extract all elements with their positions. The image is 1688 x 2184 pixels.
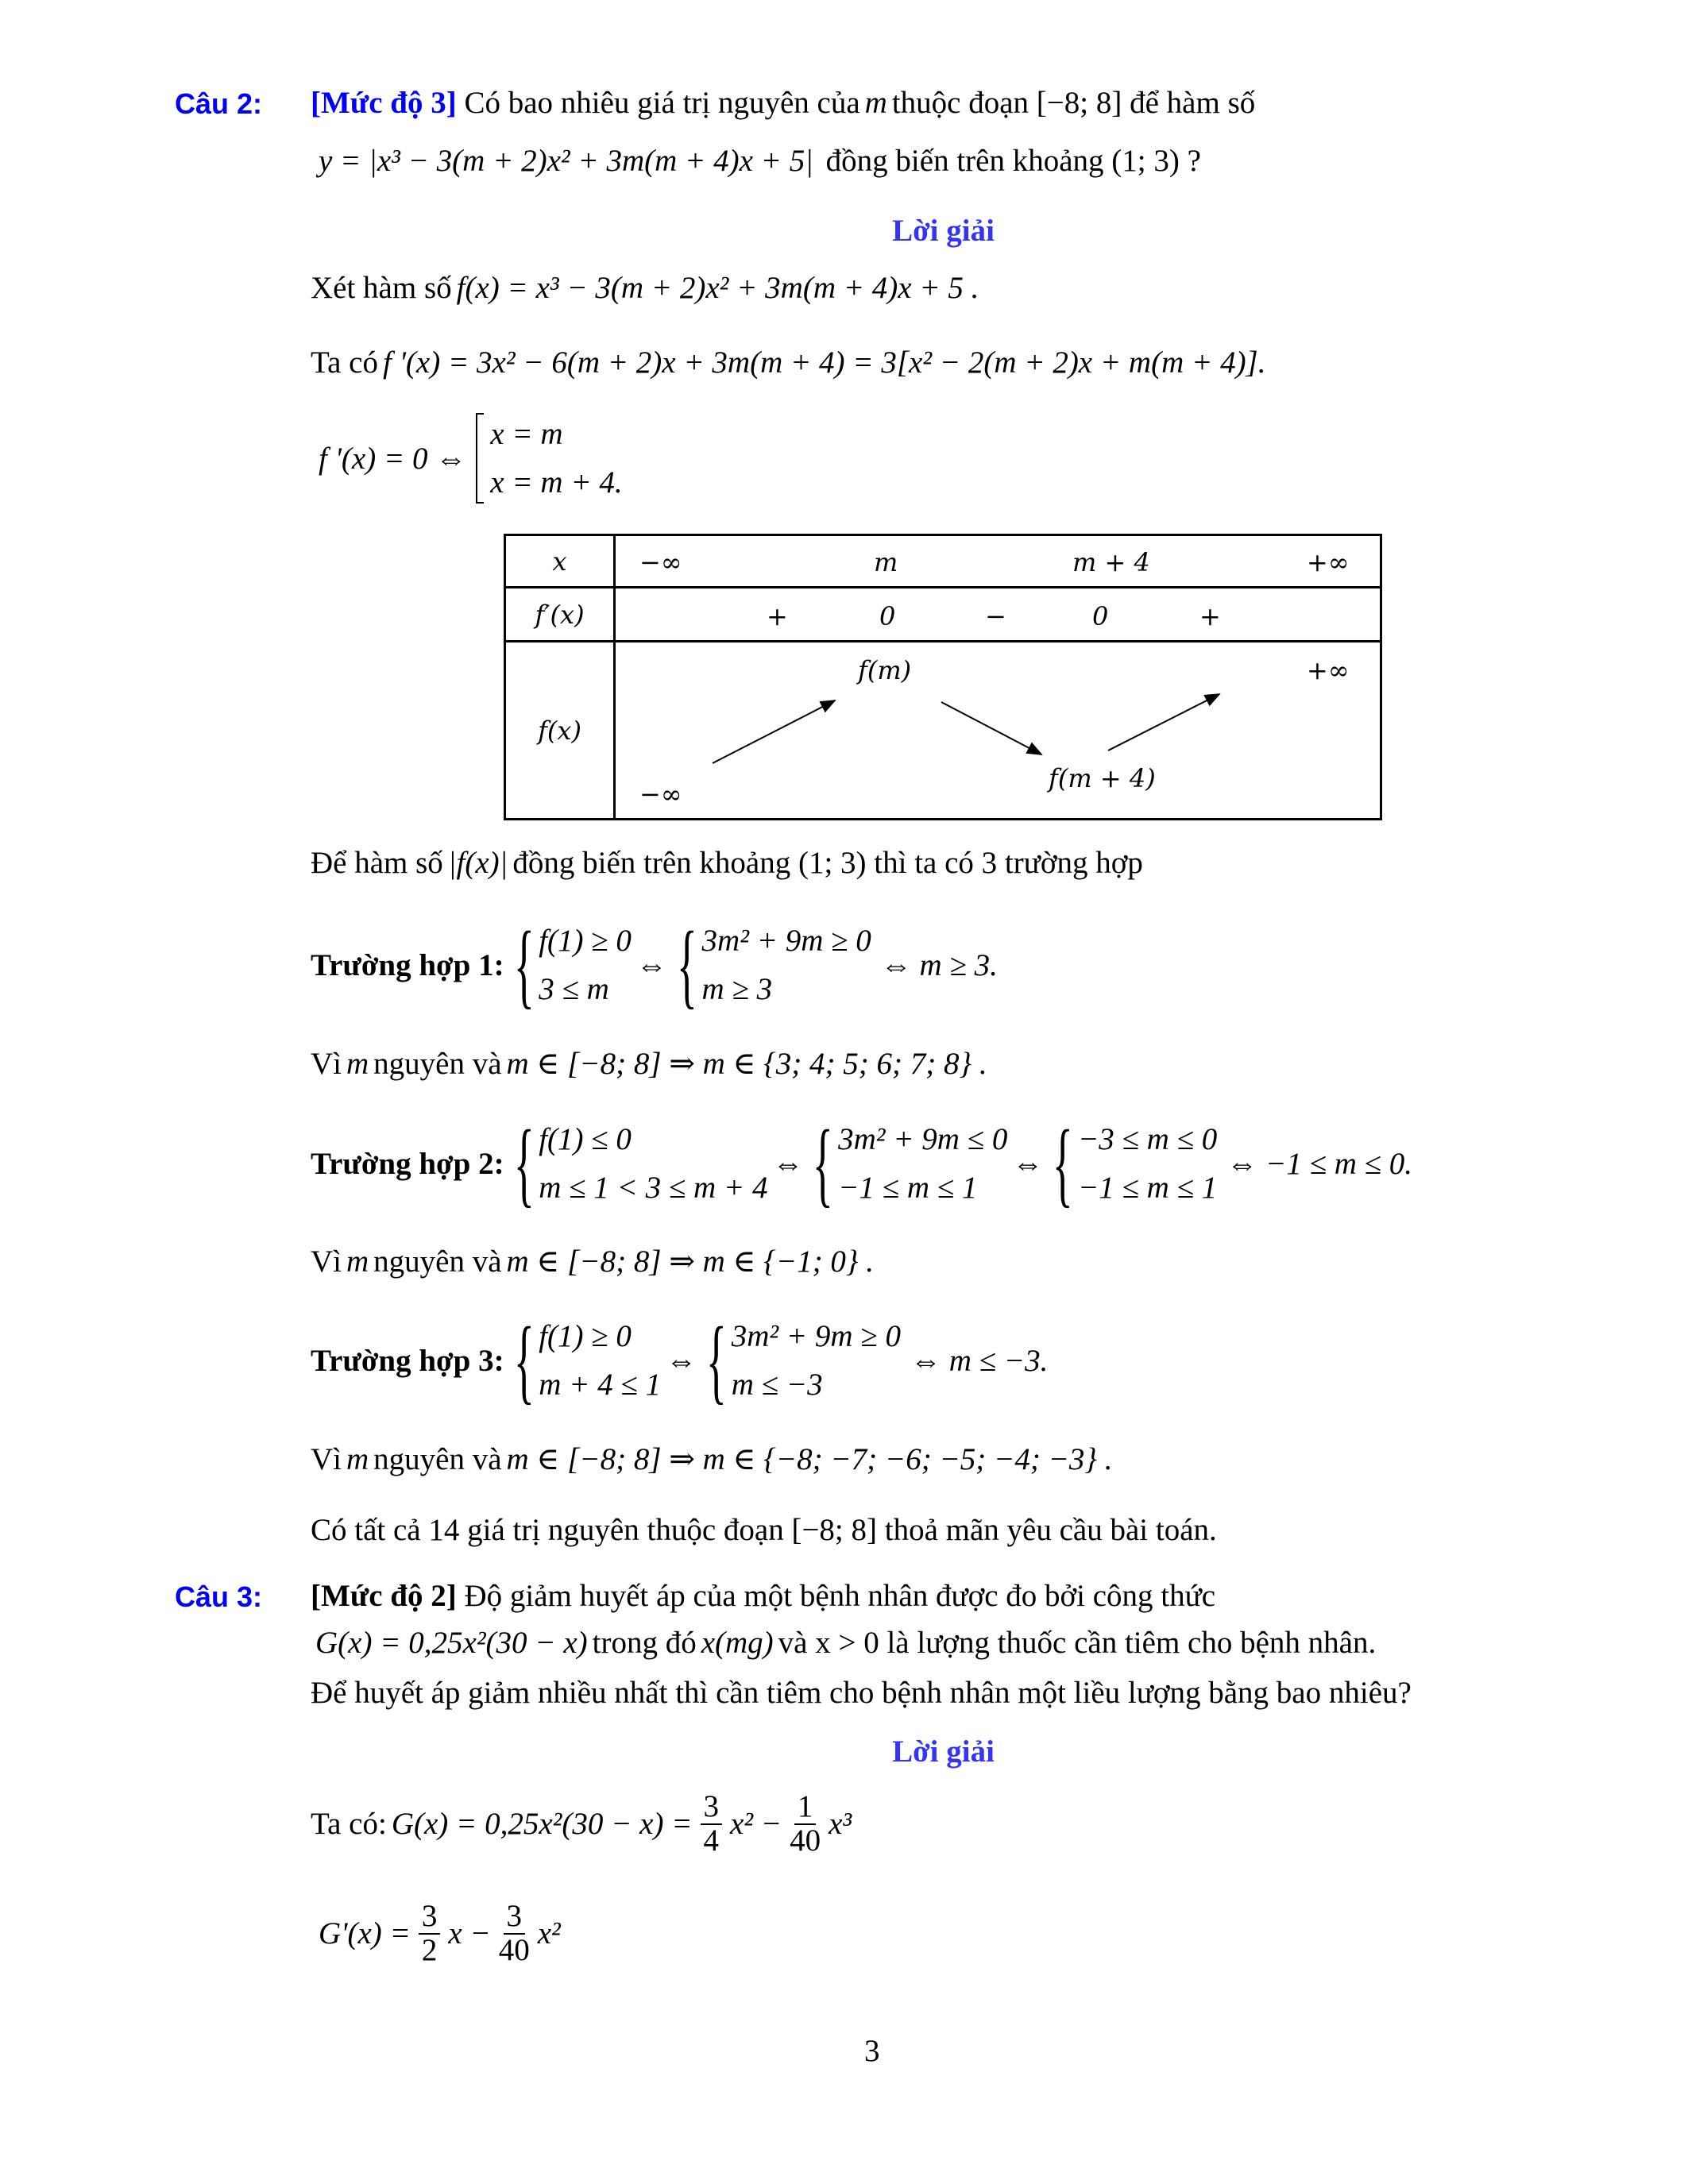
question-2-line-2: [314, 145, 1201, 176]
math-function: G(x) = 0,25x²(30 − x): [315, 1626, 588, 1660]
f-value: −∞: [639, 779, 682, 809]
system-row: f(1) ≥ 0: [539, 924, 632, 958]
variation-table: [504, 534, 1382, 820]
system-row: m + 4 ≤ 1: [539, 1368, 662, 1402]
system-row: −3 ≤ m ≤ 0: [1077, 1122, 1218, 1156]
case-1-conclusion: [311, 1048, 992, 1079]
math-expression: |f(x)|: [447, 846, 508, 880]
solution-text: Có tất cả: [311, 1513, 421, 1547]
brace-system: { f(1) ≥ 0 3 ≤ m: [513, 912, 632, 1017]
brace-system: { 3m² + 9m ≤ 0 −1 ≤ m ≤ 1: [813, 1110, 1008, 1216]
bracket-system: [476, 413, 622, 504]
math-expression: m ∈ [−8; 8] ⇒ m ∈ {3; 4; 5; 6; 7; 8} .: [506, 1047, 987, 1081]
system-row: x = m + 4.: [490, 465, 623, 500]
x-value: m: [874, 547, 898, 577]
solution-heading: Lời giải: [892, 214, 995, 248]
math-interval: (1; 3): [798, 846, 867, 880]
table-x-label: x: [505, 535, 615, 588]
solution-text: Vì: [311, 1442, 342, 1476]
system-row: −1 ≤ m ≤ 1: [1077, 1171, 1218, 1205]
case-label: Trường hợp 2:: [311, 1146, 504, 1181]
question-text: thuộc đoạn: [891, 86, 1029, 120]
math-interval: [−8; 8]: [1036, 86, 1122, 120]
table-f-label: f(x): [505, 642, 615, 820]
math-function: y = |x³ − 3(m + 2)x² + 3m(m + 4)x + 5|: [319, 144, 813, 178]
x-value: +∞: [1307, 547, 1350, 577]
sign: 0: [1092, 601, 1109, 631]
question-3-line-1: [311, 1580, 1215, 1611]
numerator: 3: [504, 1900, 526, 1935]
x-value: −∞: [639, 547, 682, 577]
math-expression: x −: [448, 1916, 491, 1951]
math-expression: f(x) = x³ − 3(m + 2)x² + 3m(m + 4)x + 5 .: [456, 271, 979, 305]
question-text: Độ giảm huyết áp của một bệnh nhân được đo bởi công thức: [464, 1579, 1216, 1613]
math-expression: m ∈ [−8; 8] ⇒ m ∈ {−8; −7; −6; −5; −4; −3} .: [506, 1442, 1113, 1476]
bracket: [476, 413, 484, 504]
solution-text: Ta có:: [311, 1807, 387, 1842]
denominator: 2: [421, 1932, 438, 1967]
f-value: f(m): [858, 655, 912, 685]
case-result: ⇔ m ≤ −3.: [910, 1343, 1049, 1378]
system-row: 3m² + 9m ≥ 0: [731, 1319, 901, 1353]
arrow-up-icon: [713, 700, 835, 763]
question-2-line-1: [311, 87, 1255, 118]
math-expression: x²: [537, 1916, 561, 1951]
numerator: 3: [701, 1791, 723, 1825]
brace-system: { 3m² + 9m ≥ 0 m ≤ −3: [705, 1307, 901, 1413]
solution-text: nguyên và: [373, 1244, 502, 1279]
case-label: Trường hợp 3:: [311, 1343, 504, 1378]
x-value: m + 4: [1072, 547, 1150, 577]
solution-text: Ta có: [311, 345, 378, 380]
sign: +: [1199, 601, 1221, 631]
question-3-line-3: [311, 1677, 1412, 1708]
question-3-line-2: [311, 1627, 1376, 1658]
system-row: x = m: [490, 417, 563, 451]
question-text: để hàm số: [1130, 86, 1256, 120]
brace-system: { 3m² + 9m ≥ 0 m ≥ 3: [676, 912, 871, 1017]
solution-line: [311, 347, 1270, 378]
case-result: ⇔ m ≥ 3.: [880, 947, 998, 982]
solution-text: Để hàm số: [311, 846, 443, 880]
denominator: 40: [498, 1932, 530, 1967]
math-interval: [−8; 8]: [791, 1513, 878, 1547]
math-expression: f '(x) = 3x² − 6(m + 2)x + 3m(m + 4) = 3[x² − 2(m + 2)x + m(m + 4)].: [382, 345, 1266, 380]
table-fprime-label: f′(x): [505, 588, 615, 642]
solution-text: thoả mãn yêu cầu bài toán.: [884, 1513, 1217, 1547]
fraction: [701, 1791, 723, 1858]
solution-text: Xét hàm số: [311, 271, 452, 305]
case-3: Trường hợp 3: { f(1) ≥ 0 m + 4 ≤ 1 ⇔ { 3m² + 9m ≥ 0 m ≤ −3 ⇔ m ≤ −3.: [311, 1307, 1049, 1413]
math-expression: G'(x) =: [319, 1916, 411, 1951]
question-3-label: Câu 3:: [175, 1580, 263, 1613]
math-var: m: [346, 1047, 369, 1081]
difficulty-level: [Mức độ 2]: [311, 1579, 457, 1613]
denominator: 40: [790, 1823, 821, 1858]
system-row: m ≥ 3: [701, 972, 773, 1006]
fraction: [419, 1900, 441, 1967]
solution-text: thì ta có: [874, 846, 974, 880]
question-text: và x > 0 là lượng thuốc cần tiêm cho bệnh nhân.: [778, 1626, 1377, 1660]
math-number: 3: [981, 846, 998, 880]
case-2-conclusion: [311, 1246, 879, 1277]
solution-line: [314, 1900, 566, 1967]
math-unit: x(mg): [701, 1626, 774, 1660]
math-expression: m ∈ [−8; 8] ⇒ m ∈ {−1; 0} .: [506, 1244, 874, 1279]
solution-heading: Lời giải: [892, 1734, 995, 1769]
math-interval: (1; 3) ?: [1111, 144, 1201, 178]
numerator: 3: [419, 1900, 441, 1935]
sign: −: [985, 601, 1006, 631]
f-value: +∞: [1307, 655, 1350, 685]
solution-text: Vì: [311, 1047, 342, 1081]
system-row: m ≤ 1 < 3 ≤ m + 4: [539, 1171, 768, 1205]
math-expression: x³: [829, 1807, 852, 1842]
math-var: m: [864, 86, 887, 120]
fraction: [499, 1900, 530, 1967]
table-f-row: [615, 642, 1381, 820]
case-label: Trường hợp 1:: [311, 947, 504, 982]
f-value: f(m + 4): [1049, 763, 1156, 793]
question-2-label: Câu 2:: [175, 87, 263, 120]
question-text: Để huyết áp giảm nhiều nhất thì cần tiêm cho bệnh nhân một liều lượng bằng bao nhiêu?: [311, 1676, 1412, 1710]
system-row: m ≤ −3: [731, 1368, 823, 1402]
system-row: 3m² + 9m ≥ 0: [701, 924, 871, 958]
solution-text: giá trị nguyên thuộc đoạn: [467, 1513, 784, 1547]
math-var: m: [346, 1244, 369, 1279]
case-2: Trường hợp 2: { f(1) ≤ 0 m ≤ 1 < 3 ≤ m + 4 ⇔ { 3m² + 9m ≤ 0 −1 ≤ m ≤ 1 ⇔ { −3 ≤ m ≤ 0 −1 ≤ m ≤ 1 ⇔ −1 ≤ m ≤ 0.: [311, 1110, 1413, 1216]
system-row: f(1) ≤ 0: [539, 1122, 632, 1156]
math-expression: G(x) = 0,25x²(30 − x) =: [391, 1807, 693, 1842]
solution-text: trường hợp: [1004, 846, 1143, 880]
math-number: 14: [428, 1513, 460, 1547]
solution-line: [314, 413, 628, 504]
system-row: 3 ≤ m: [539, 972, 609, 1006]
question-text: Có bao nhiêu giá trị nguyên của: [464, 86, 860, 120]
solution-text: Vì: [311, 1244, 342, 1279]
math-var: m: [346, 1442, 369, 1476]
system-row: 3m² + 9m ≤ 0: [838, 1122, 1008, 1156]
math-expression: x² −: [730, 1807, 782, 1842]
numerator: 1: [794, 1791, 817, 1825]
fraction: [790, 1791, 821, 1858]
brace-system: { −3 ≤ m ≤ 0 −1 ≤ m ≤ 1: [1053, 1110, 1218, 1216]
table-x-row: [615, 535, 1381, 588]
question-text: trong đó: [592, 1626, 697, 1660]
page-number: 3: [864, 2034, 880, 2068]
case-3-conclusion: [311, 1444, 1117, 1475]
case-result: ⇔ −1 ≤ m ≤ 0.: [1226, 1146, 1413, 1181]
difficulty-level: [Mức độ 3]: [311, 86, 457, 120]
solution-text: nguyên và: [373, 1442, 502, 1476]
question-text: đồng biến trên khoảng: [825, 144, 1104, 178]
system-row: f(1) ≥ 0: [539, 1319, 632, 1353]
brace-system: { f(1) ≥ 0 m + 4 ≤ 1: [513, 1307, 662, 1413]
denominator: 4: [703, 1823, 720, 1858]
solution-text: đồng biến trên khoảng: [512, 846, 791, 880]
arrow-up-icon: [1108, 694, 1219, 751]
case-1: Trường hợp 1: { f(1) ≥ 0 3 ≤ m ⇔ { 3m² + 9m ≥ 0 m ≥ 3 ⇔ m ≥ 3.: [311, 912, 998, 1017]
math-expression: f '(x) = 0 ⇔: [319, 441, 467, 476]
solution-line: [311, 272, 983, 303]
sign: +: [767, 601, 788, 631]
solution-text: nguyên và: [373, 1047, 502, 1081]
sign: 0: [879, 601, 896, 631]
final-answer: [311, 1515, 1217, 1545]
system-row: −1 ≤ m ≤ 1: [838, 1171, 978, 1205]
table-fprime-row: [615, 588, 1381, 642]
solution-line: [311, 1791, 856, 1858]
arrow-down-icon: [941, 702, 1041, 754]
brace-system: { f(1) ≤ 0 m ≤ 1 < 3 ≤ m + 4: [513, 1110, 768, 1216]
variation-arrows: [616, 642, 1386, 820]
solution-line: [311, 847, 1143, 878]
